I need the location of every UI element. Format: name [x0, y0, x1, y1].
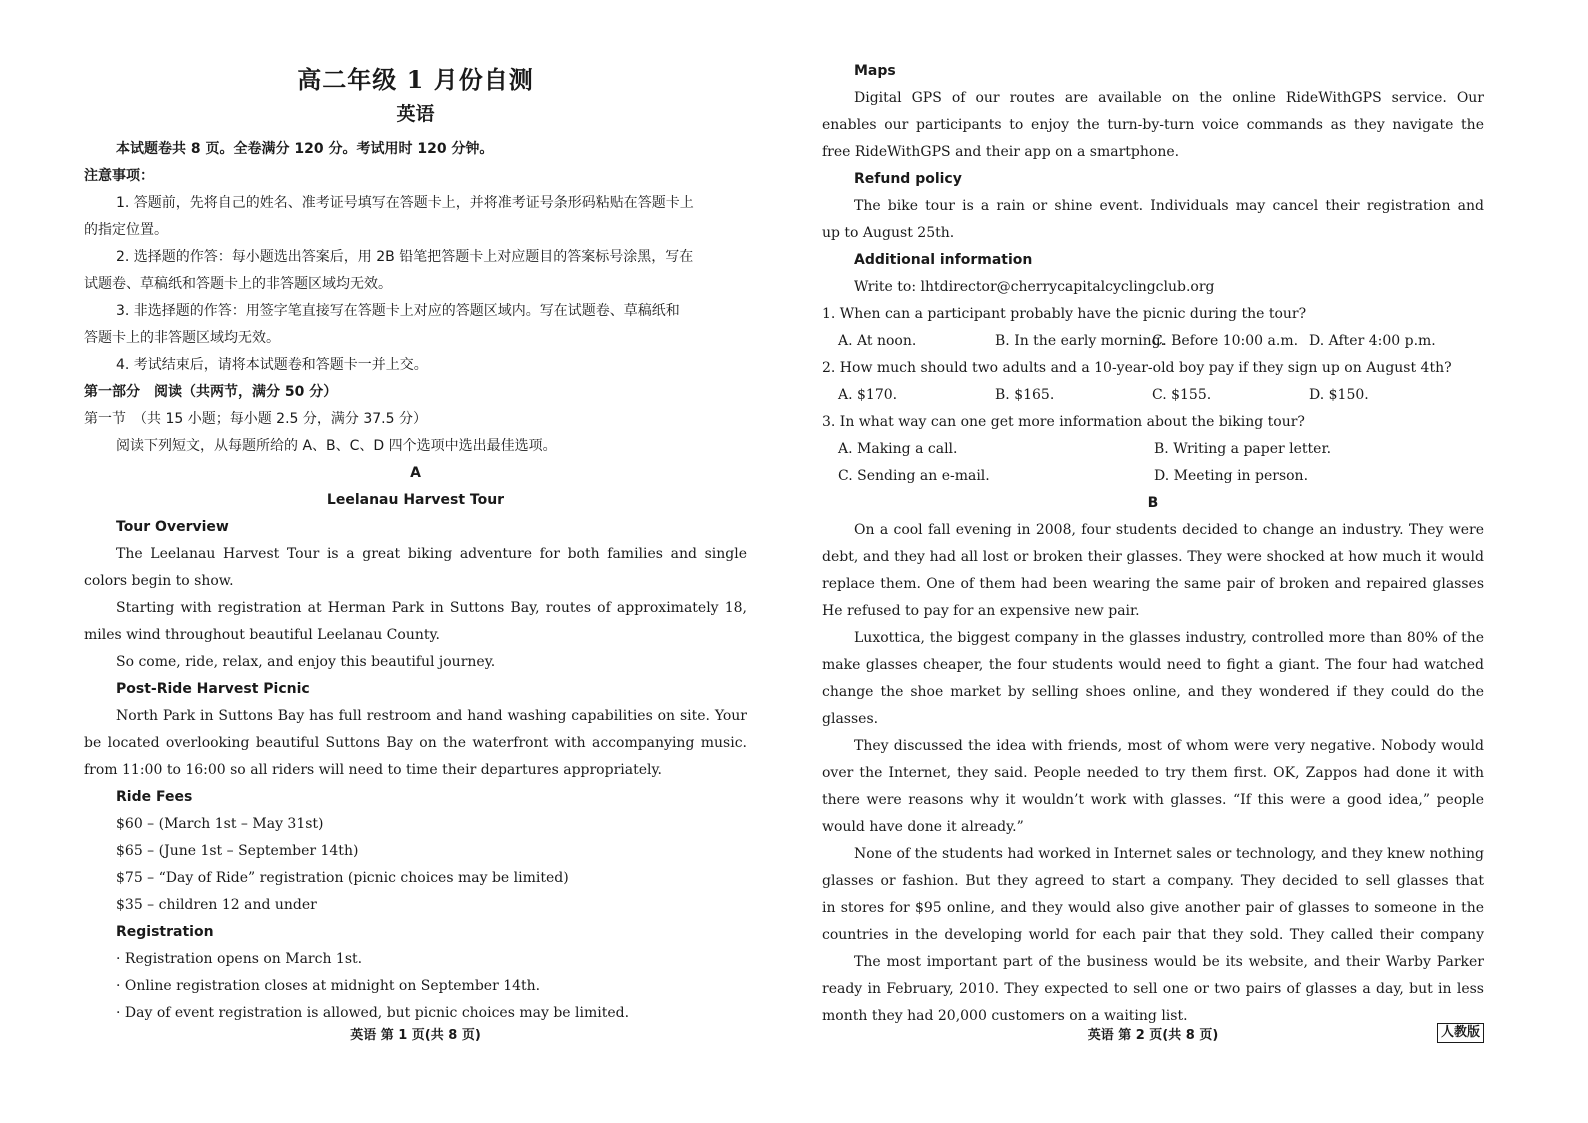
- maps-line: free RideWithGPS and their app on a smartphone.: [822, 144, 1180, 160]
- passage-a-title: Leelanau Harvest Tour: [326, 492, 505, 508]
- part-1-heading: 第一部分 阅读（共两节，满分 50 分）: [84, 384, 338, 400]
- fee-item: $35 – children 12 and under: [116, 897, 317, 913]
- fee-item: $65 – (June 1st – September 14th): [116, 843, 359, 859]
- question-3-options: [822, 436, 1484, 463]
- note-3: 3. 非选择题的作答：用签字笔直接写在答题卡上对应的答题区域内。写在试题卷、草稿纸和: [116, 303, 680, 319]
- registration-item: · Registration opens on March 1st.: [116, 951, 363, 967]
- page-2-footer: 英语 第 2 页(共 8 页): [1087, 1028, 1219, 1043]
- picnic-line: be located overlooking beautiful Suttons Bay on the waterfront with accompanying music.: [84, 735, 747, 751]
- passage-b-line: The most important part of the business would be its website, and their Warby Parker: [854, 954, 1484, 970]
- page-2: [822, 0, 1484, 1123]
- notes-heading: 注意事项：: [84, 168, 154, 184]
- passage-a-label: A: [410, 465, 421, 481]
- passage-b-line: Luxottica, the biggest company in the glasses industry, controlled more than 80% of the: [854, 630, 1484, 646]
- page-1: [84, 0, 747, 1123]
- passage-b-line: They discussed the idea with friends, most of whom were very negative. Nobody would: [854, 738, 1484, 754]
- passage-b-label: B: [1147, 495, 1159, 511]
- registration-item: · Day of event registration is allowed, but picnic choices may be limited.: [116, 1005, 630, 1021]
- note-3-cont: 答题卡上的非答题区域均无效。: [84, 330, 280, 346]
- note-1: 1. 答题前，先将自己的姓名、准考证号填写在答题卡上，并将准考证号条形码粘贴在答题卡上: [116, 195, 694, 211]
- note-2-cont: 试题卷、草稿纸和答题卡上的非答题区域均无效。: [84, 276, 392, 292]
- passage-b-line: replace them. One of them had been wearing the same pair of broken and repaired glasses: [822, 576, 1484, 592]
- overview-line: miles wind throughout beautiful Leelanau County.: [84, 627, 440, 643]
- question-2: 2. How much should two adults and a 10-year-old boy pay if they sign up on August 4th?: [822, 360, 1452, 376]
- question-2-options: [822, 382, 1484, 409]
- passage-b-line: make glasses cheaper, the four students would need to fight a giant. The four had watched: [822, 657, 1484, 673]
- edition-badge: 人教版: [1437, 1023, 1484, 1043]
- heading-tour-overview: Tour Overview: [116, 519, 229, 535]
- overview-line: colors begin to show.: [84, 573, 234, 589]
- picnic-line: North Park in Suttons Bay has full restroom and hand washing capabilities on site. Your: [116, 708, 747, 724]
- refund-line: up to August 25th.: [822, 225, 955, 241]
- option-a: A. Making a call.: [838, 441, 958, 457]
- picnic-line: from 11:00 to 16:00 so all riders will need to time their departures appropriately.: [84, 762, 662, 778]
- option-d: D. $150.: [1309, 387, 1369, 403]
- exam-title: 高二年级 1 月份自测: [297, 65, 534, 94]
- passage-b-line: glasses.: [822, 711, 879, 727]
- heading-additional-info: Additional information: [854, 252, 1033, 268]
- heading-picnic: Post-Ride Harvest Picnic: [116, 681, 310, 697]
- passage-b-line: in stores for $95 online, and they would also give another pair of glasses to someone in the: [822, 900, 1484, 916]
- note-4: 4. 考试结束后，请将本试题卷和答题卡一并上交。: [116, 357, 428, 373]
- heading-registration: Registration: [116, 924, 214, 940]
- option-d: D. Meeting in person.: [1154, 468, 1309, 484]
- heading-refund: Refund policy: [854, 171, 962, 187]
- fee-item: $60 – (March 1st – May 31st): [116, 816, 324, 832]
- option-c: C. Sending an e-mail.: [838, 468, 990, 484]
- option-c: C. Before 10:00 a.m.: [1152, 333, 1299, 349]
- overview-line: Starting with registration at Herman Park in Suttons Bay, routes of approximately 18,: [116, 600, 747, 616]
- heading-maps: Maps: [854, 63, 896, 79]
- passage-b-line: debt, and they had all lost or broken their glasses. They were shocked at how much it would: [822, 549, 1484, 565]
- question-1: 1. When can a participant probably have the picnic during the tour?: [822, 306, 1307, 322]
- refund-line: The bike tour is a rain or shine event. Individuals may cancel their registration and: [854, 198, 1484, 214]
- passage-b-line: He refused to pay for an expensive new pair.: [822, 603, 1140, 619]
- registration-item: · Online registration closes at midnight on September 14th.: [116, 978, 541, 994]
- option-d: D. After 4:00 p.m.: [1309, 333, 1436, 349]
- question-1-options: [822, 328, 1484, 355]
- passage-b-line: there were reasons why it wouldn’t work with glasses. “If this were a good idea,” people: [822, 792, 1484, 808]
- option-a: A. $170.: [838, 387, 898, 403]
- passage-b-line: On a cool fall evening in 2008, four students decided to change an industry. They were: [854, 522, 1484, 538]
- option-a: A. At noon.: [838, 333, 917, 349]
- option-b: B. In the early morning.: [995, 333, 1166, 349]
- passage-b-line: over the Internet, they said. People needed to try them first. OK, Zappos had done it with: [822, 765, 1484, 781]
- note-2: 2. 选择题的作答：每小题选出答案后，用 2B 铅笔把答题卡上对应题目的答案标号涂黑，写在: [116, 249, 694, 265]
- passage-b-line: glasses or fashion. But they agreed to start a company. They decided to sell glasses that: [822, 873, 1484, 889]
- heading-ride-fees: Ride Fees: [116, 789, 193, 805]
- section-1-heading: 第一节 （共 15 小题；每小题 2.5 分，满分 37.5 分）: [84, 411, 427, 427]
- page-1-footer: 英语 第 1 页(共 8 页): [350, 1028, 481, 1043]
- instruction: 阅读下列短文，从每题所给的 A、B、C、D 四个选项中选出最佳选项。: [116, 438, 557, 454]
- passage-b-line: None of the students had worked in Internet sales or technology, and they knew nothing: [854, 846, 1484, 862]
- question-3-options: [822, 463, 1484, 490]
- option-c: C. $155.: [1152, 387, 1212, 403]
- exam-info: 本试题卷共 8 页。全卷满分 120 分。考试用时 120 分钟。: [116, 141, 494, 157]
- overview-line: The Leelanau Harvest Tour is a great biking adventure for both families and single: [116, 546, 747, 562]
- question-3: 3. In what way can one get more information about the biking tour?: [822, 414, 1305, 430]
- contact-email: Write to: lhtdirector@cherrycapitalcyclingclub.org: [854, 279, 1215, 295]
- exam-subject: 英语: [396, 103, 435, 125]
- maps-line: enables our participants to enjoy the turn-by-turn voice commands as they navigate the: [822, 117, 1484, 133]
- maps-line: Digital GPS of our routes are available on the online RideWithGPS service. Our: [854, 90, 1484, 106]
- passage-b-line: countries in the developing world for each pair that they sold. They called their company: [822, 927, 1484, 943]
- passage-b-line: ready in February, 2010. They expected to sell one or two pairs of glasses a day, but in less: [822, 981, 1484, 997]
- passage-b-line: change the shoe market by selling shoes online, and they wondered if they could do the: [822, 684, 1484, 700]
- overview-line: So come, ride, relax, and enjoy this beautiful journey.: [116, 654, 496, 670]
- passage-b-line: would have done it already.”: [822, 819, 1024, 835]
- passage-b-line: month they had 20,000 customers on a waiting list.: [822, 1008, 1188, 1024]
- option-b: B. $165.: [995, 387, 1055, 403]
- option-b: B. Writing a paper letter.: [1154, 441, 1332, 457]
- fee-item: $75 – “Day of Ride” registration (picnic choices may be limited): [116, 870, 569, 886]
- note-1-cont: 的指定位置。: [84, 222, 168, 238]
